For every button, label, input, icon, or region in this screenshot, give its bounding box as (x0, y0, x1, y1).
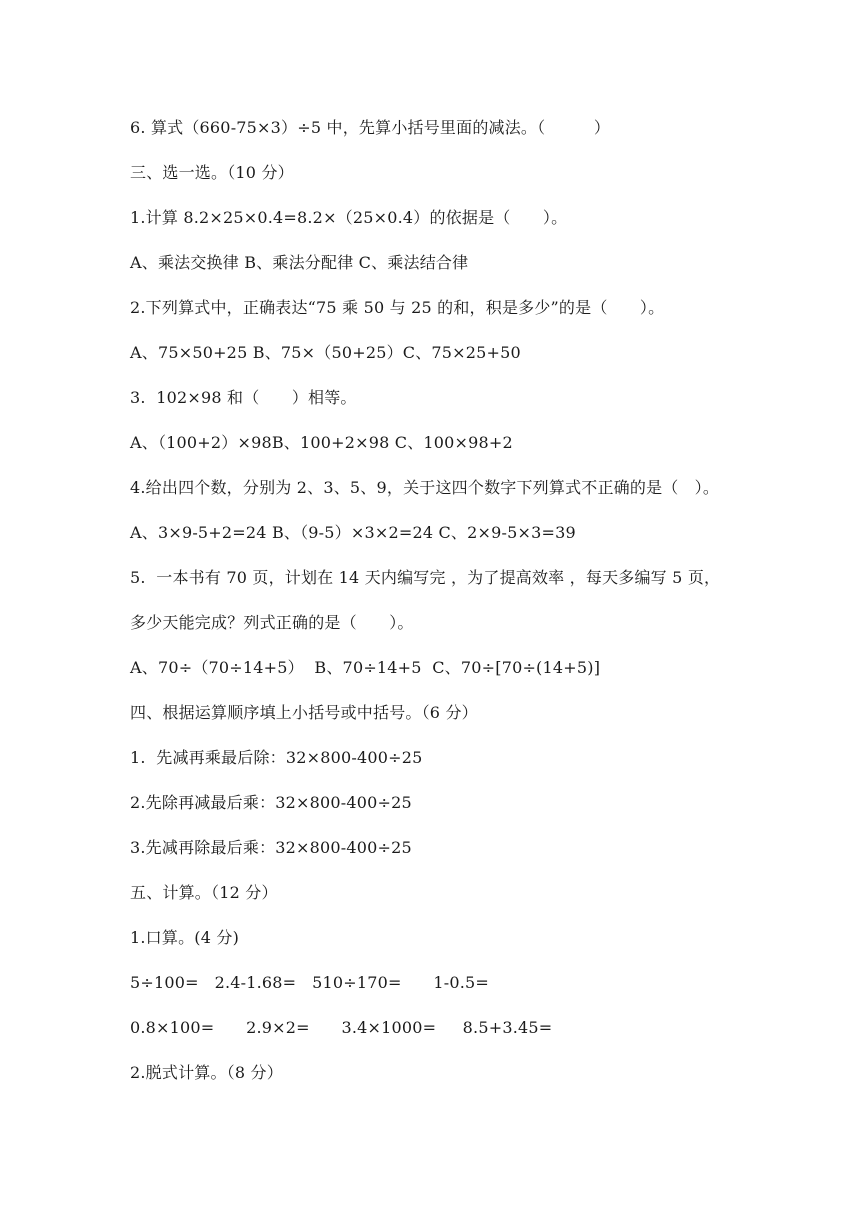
choice-question-5-line-1: 5. 一本书有 70 页，计划在 14 天内编写完 ，为了提高效率 ，每天多编写 5 页， (130, 568, 721, 587)
choice-question-2: 2.下列算式中，正确表达“75 乘 50 与 25 的和，积是多少”的是（ ）。 (130, 298, 665, 317)
bracket-question-3: 3.先减再除最后乘：32×800-400÷25 (130, 838, 412, 857)
mental-math-heading: 1.口算。(4 分) (130, 928, 240, 947)
choice-question-2-options: A、75×50+25 B、75×（50+25）C、75×25+50 (130, 343, 521, 362)
choice-question-4-options: A、3×9-5+2=24 B、（9-5）×3×2=24 C、2×9-5×3=39 (130, 523, 576, 542)
question-6-true-false: 6. 算式（660-75×3）÷5 中，先算小括号里面的减法。（ ） (130, 118, 611, 137)
section-3-heading: 三、选一选。（10 分） (130, 163, 294, 182)
mental-math-row-1: 5÷100= 2.4-1.68= 510÷170= 1-0.5= (130, 973, 489, 992)
bracket-question-1: 1. 先减再乘最后除：32×800-400÷25 (130, 748, 423, 767)
choice-question-3-options: A、（100+2）×98B、100+2×98 C、100×98+2 (130, 433, 513, 452)
mental-math-row-2: 0.8×100= 2.9×2= 3.4×1000= 8.5+3.45= (130, 1018, 553, 1037)
choice-question-4: 4.给出四个数，分别为 2、3、5、9，关于这四个数字下列算式不正确的是（ ）。 (130, 478, 720, 497)
bracket-question-2: 2.先除再减最后乘：32×800-400÷25 (130, 793, 412, 812)
choice-question-3: 3. 102×98 和（ ）相等。 (130, 388, 357, 407)
step-calculation-heading: 2.脱式计算。（8 分） (130, 1063, 283, 1082)
choice-question-1: 1.计算 8.2×25×0.4=8.2×（25×0.4）的依据是（ ）。 (130, 208, 568, 227)
section-4-heading: 四、根据运算顺序填上小括号或中括号。（6 分） (130, 703, 478, 722)
section-5-heading: 五、计算。（12 分） (130, 883, 278, 902)
choice-question-1-options: A、乘法交换律 B、乘法分配律 C、乘法结合律 (130, 253, 469, 272)
choice-question-5-options: A、70÷（70÷14+5） B、70÷14+5 C、70÷[70÷(14+5)] (130, 658, 601, 677)
choice-question-5-line-2: 多少天能完成？列式正确的是（ ）。 (130, 613, 414, 632)
